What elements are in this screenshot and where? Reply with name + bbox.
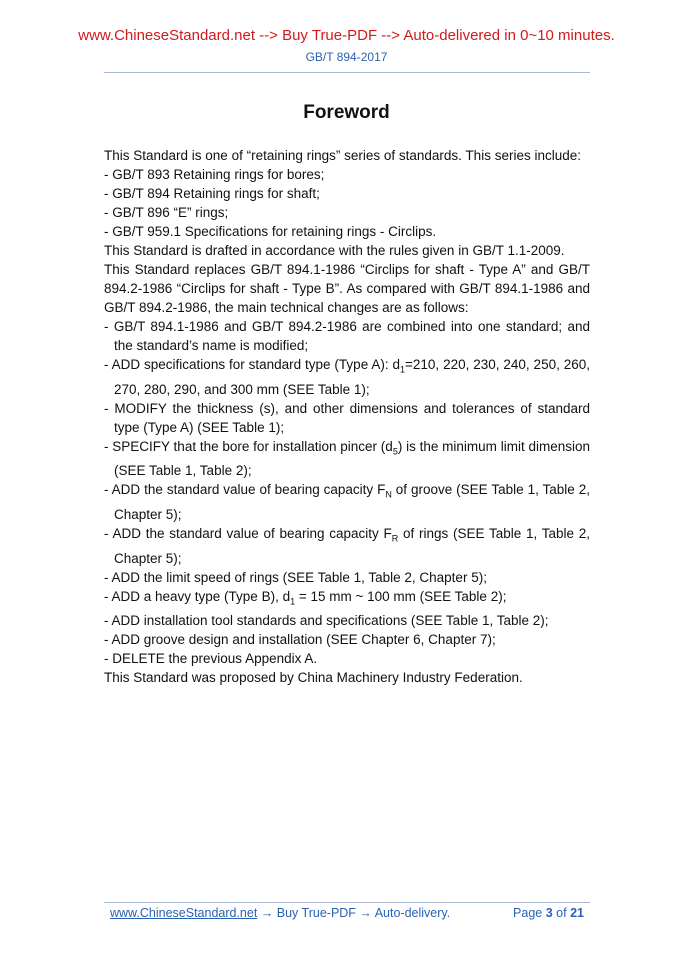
header-banner[interactable]: www.ChineseStandard.net --> Buy True-PDF --> Auto-delivered in 0~10 minutes.: [78, 27, 615, 44]
series-item: - GB/T 959.1 Specifications for retaining rings - Circlips.: [104, 224, 437, 239]
footer-tagline: → Buy True-PDF → Auto-delivery.: [257, 906, 451, 920]
footer-website-link[interactable]: www.ChineseStandard.net: [110, 906, 258, 920]
series-item: - GB/T 894 Retaining rings for shaft;: [104, 186, 320, 201]
series-item: - GB/T 896 “E” rings;: [104, 205, 229, 220]
header-divider: [104, 72, 590, 73]
intro-paragraph: This Standard is one of “retaining rings” series of standards. This series include:: [104, 148, 581, 163]
change-item: - SPECIFY that the bore for installation pincer $(d_5)$ is the minimum limit dimension (SEE Table 1, Table 2);: [104, 438, 590, 479]
replaces-paragraph: This Standard replaces GB/T 894.1-1986 “Circlips for shaft - Type A” and GB/T 894.2-1986 “Circlips for shaft - Type B”. As compared with GB/T 894.1-1986 and GB/T 894.2-1986, the main technical changes are as follows:: [104, 262, 590, 315]
change-item: - MODIFY the thickness (s), and other dimensions and tolerances of standard type (Type A) (SEE Table 1);: [104, 400, 590, 435]
change-item: - ADD installation tool standards and specifications (SEE Table 1, Table 2);: [104, 613, 549, 629]
document-body: [104, 146, 590, 687]
footer-link-group: [110, 906, 450, 920]
drafted-paragraph: This Standard is drafted in accordance with the rules given in GB/T 1.1-2009.: [104, 243, 565, 258]
footer-divider: [104, 902, 590, 903]
change-item: - ADD the standard value of bearing capacity $F_R$ of rings (SEE Table 1, Table 2, Chapter 5);: [104, 526, 590, 566]
change-item: - GB/T 894.1-1986 and GB/T 894.2-1986 are combined into one standard; and the standard’s name is modified;: [104, 319, 590, 353]
change-item: - ADD groove design and installation (SEE Chapter 6, Chapter 7);: [104, 632, 496, 648]
change-item: - ADD the limit speed of rings (SEE Table 1, Table 2, Chapter 5);: [104, 569, 487, 585]
document-code: GB/T 894-2017: [305, 50, 388, 64]
series-item: - GB/T 893 Retaining rings for bores;: [104, 167, 325, 182]
page-number: Page 3 of 21: [513, 906, 584, 920]
change-item: - DELETE the previous Appendix A.: [104, 651, 318, 667]
page-title: Foreword: [303, 102, 390, 123]
proposed-paragraph: This Standard was proposed by China Machinery Industry Federation.: [104, 670, 523, 686]
change-item: - ADD specifications for standard type (Type A): $d_1=210$, 220, 230, 240, 250, 260, 270, 280, 290, and 300 mm (SEE Table 1);: [104, 357, 590, 397]
change-item: - ADD the standard value of bearing capacity $F_N$ of groove (SEE Table 1, Table 2, Chapter 5);: [104, 482, 590, 523]
change-item: - ADD a heavy type (Type B), $d_1 = 15$ mm ~ 100 mm (SEE Table 2);: [104, 588, 507, 607]
